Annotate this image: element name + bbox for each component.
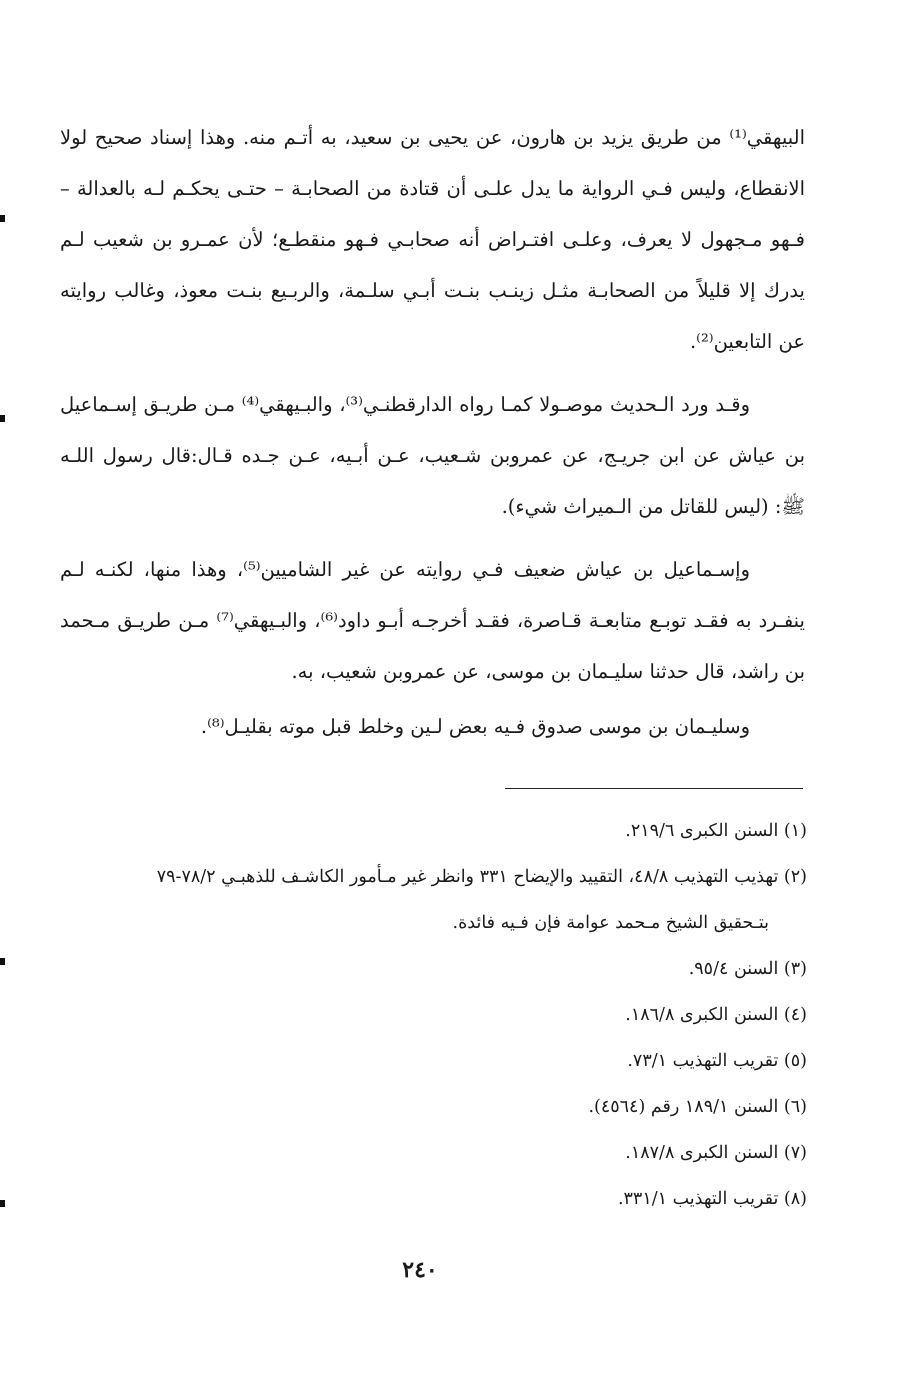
footnote-separator xyxy=(505,788,803,789)
main-text xyxy=(60,112,805,752)
footnote-2: (٢) تهذيب التهذيب ٤٨/٨، التقييد والإيضاح ٣٣١ وانظر غير مـأمور الكاشـف للذهبـي ٧٨/٢-٧٩ xyxy=(156,867,807,887)
footnote-8: (٨) تقريب التهذيب ٣٣١/١. xyxy=(617,1189,807,1209)
footnote-6: (٦) السنن ١٨٩/١ رقم (٤٥٦٤). xyxy=(588,1097,807,1117)
footnote-1: (١) السنن الكبرى ٢١٩/٦. xyxy=(625,821,807,841)
footnotes-list xyxy=(55,808,807,1222)
paragraph-1: البيهقي⁽¹⁾ من طريق يزيد بن هارون، عن يحيى بن سعيد، به أتـم منه. وهذا إسناد صحيح لولا الانقطاع، وليس فـي الرواية ما يدل علـى أن قتادة من الصحابـة – حتـى يحكـم لـه بالعدالة – فـهو مـجهول لا يعرف، وعلـى افتـراض أنه صحابـي فـهو منقطـع؛ لأن عمـرو بن شعيب لـم يدرك إلا قليلاً من الصحابـة مثـل زينـب بنـت أبـي سلـمة، والربـيع بنـت معوذ، وغالب روايته عن التابعين⁽²⁾. xyxy=(60,126,805,353)
scan-edge-mark xyxy=(0,958,5,965)
paragraph-2: وقـد ورد الـحديث موصـولا كمـا رواه الدارقطنـي⁽³⁾، والبـيهقي⁽⁴⁾ مـن طريـق إسـماعيل بن عياش عن ابن جريـج، عن عمروبن شـعيب، عـن أبـيه، عـن جـده قـال:قال رسول اللـه ﷺ: (ليس للقاتل من الـميراث شيء). xyxy=(60,393,805,518)
scan-edge-mark xyxy=(0,415,5,422)
scan-edge-mark xyxy=(0,215,5,222)
page-number: ٢٤٠ xyxy=(402,1257,438,1283)
footnote-5: (٥) تقريب التهذيب ٧٣/١. xyxy=(627,1051,807,1071)
footnote-7: (٧) السنن الكبرى ١٨٧/٨. xyxy=(625,1143,807,1163)
footnote-2-continuation: بتـحقيق الشيخ مـحمد عوامة فإن فـيه فائدة. xyxy=(452,913,769,933)
paragraph-4: وسليـمان بن موسى صدوق فـيه بعض لـين وخلط قبل موته بقليـل⁽⁸⁾. xyxy=(200,715,750,738)
scan-edge-mark xyxy=(0,1200,5,1207)
footnote-4: (٤) السنن الكبرى ١٨٦/٨. xyxy=(625,1005,807,1025)
paragraph-3: وإسـماعيل بن عياش ضعيف فـي روايته عن غير الشاميين⁽⁵⁾، وهذا منها، لكنـه لـم ينفـرد به فقـد توبـع متابعـة قـاصرة، فقـد أخرجـه أبـو داود⁽⁶⁾، والبـيهقي⁽⁷⁾ مـن طريـق مـحمد بن راشد، قال حدثنا سليـمان بن موسى، عن عمروبن شعيب، به. xyxy=(60,558,805,683)
footnote-3: (٣) السنن ٩٥/٤. xyxy=(688,959,807,979)
